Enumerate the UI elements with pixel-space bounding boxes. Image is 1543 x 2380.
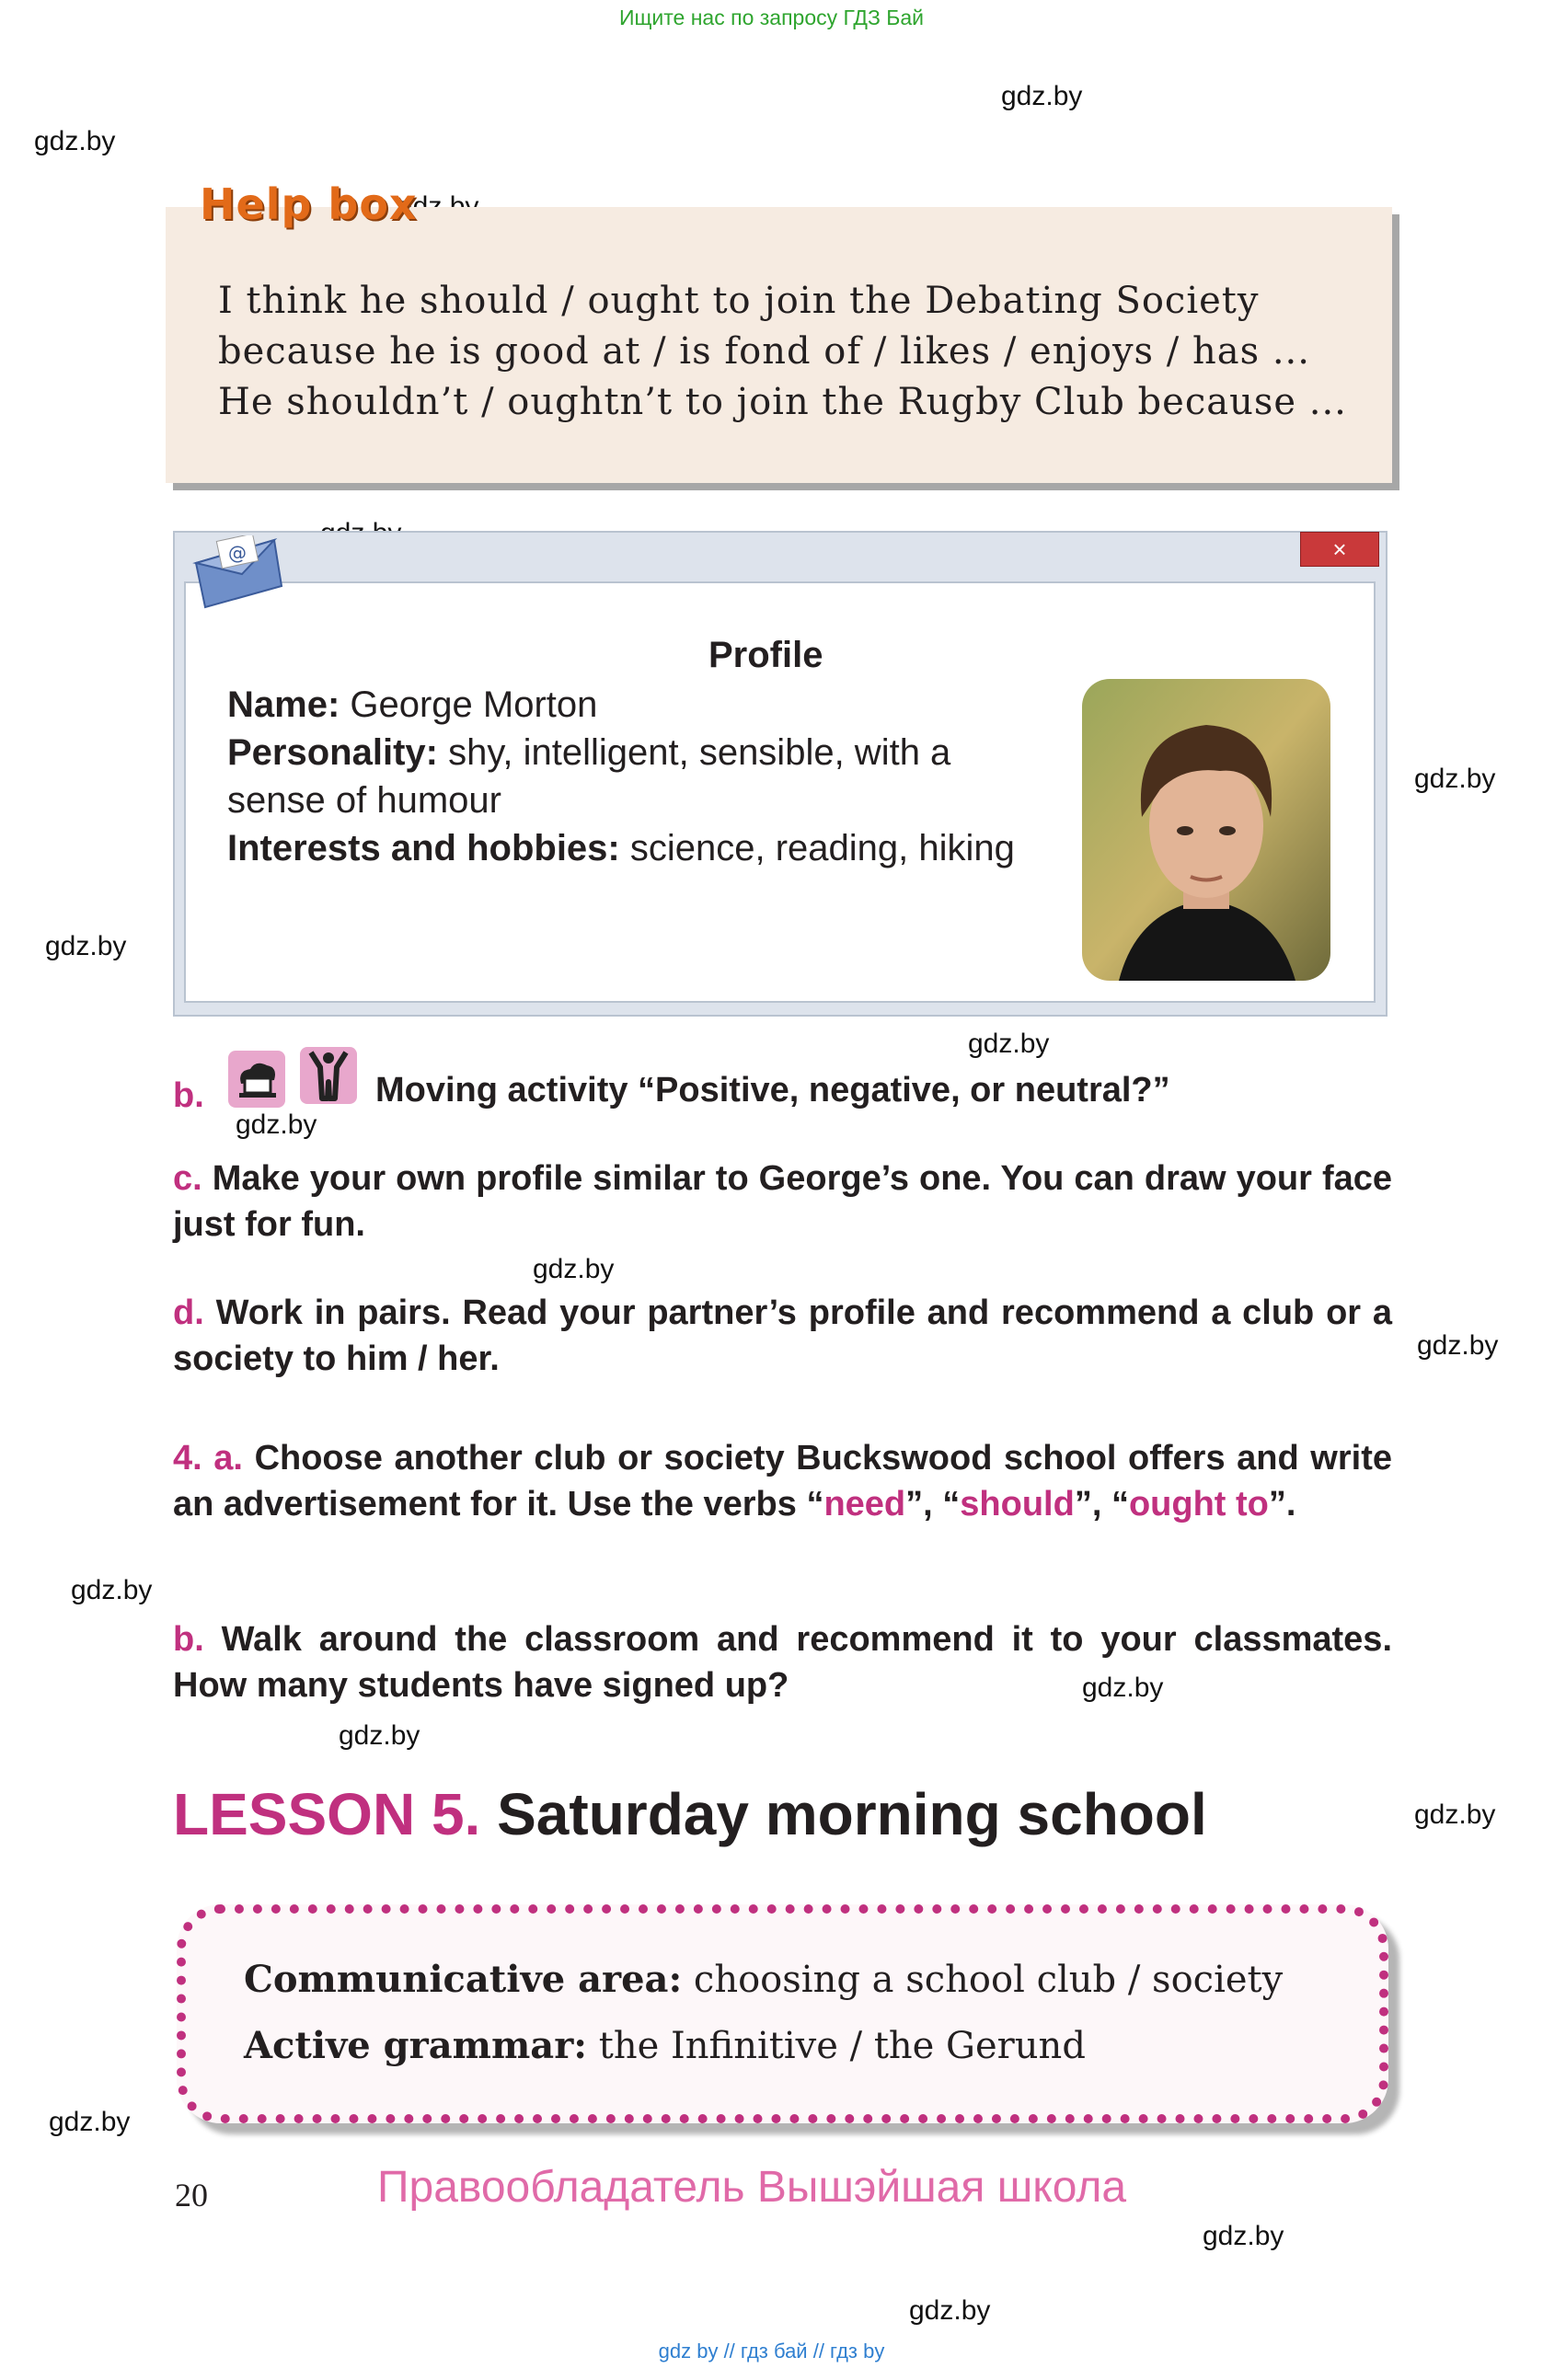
task-b-letter: b. [173,1076,204,1115]
task-d-text: Work in pairs. Read your partner’s profile and recommend a club or a society to him / her. [173,1293,1393,1378]
watermark: gdz.by [71,1575,153,1605]
profile-photo [1082,679,1330,981]
watermark: gdz.by [45,931,127,961]
watermark: gdz.by [236,1110,317,1140]
task-c-text: Make your own profile similar to George’s one. You can draw your face just for fun. [173,1159,1392,1244]
name-label: Name: [227,684,340,725]
name-value: George Morton [340,684,598,725]
task-c-letter: c. [173,1159,202,1198]
help-box-title: Help box [200,179,418,229]
task-4b-text: Walk around the classroom and recommend it to your classmates. How many students have signed up? [173,1620,1392,1705]
help-line: I think he should / ought to join the Debating Society [218,280,1260,322]
verb-ought-to: ought to [1128,1485,1269,1523]
watermark: gdz.by [339,1720,420,1751]
lesson-number: LESSON 5. [173,1781,481,1847]
active-grammar [244,2024,1086,2067]
task-4a-text: Choose another club or society Buckswood school offers and write an advertisement for it. Use the verbs “ [173,1439,1392,1523]
help-line: because he is good at / is fond of / likes / enjoys / has ... [218,330,1310,373]
profile-name [227,681,1037,729]
communicative-area [244,1958,1283,2001]
lesson-title: Saturday morning school [480,1781,1207,1847]
separator: ”, “ [1074,1485,1129,1523]
verb-need: need [823,1485,906,1523]
svg-text:@: @ [228,542,247,564]
grammar-label: Active grammar: [244,2024,588,2067]
page-number: 20 [175,2177,208,2213]
help-line: He shouldn’t / oughtn’t to join the Rugby Club because ... [218,381,1347,423]
help-box-text [218,276,1368,428]
watermark: gdz.by [1414,1799,1496,1830]
task-c [173,1156,1392,1247]
envelope-at-icon [191,535,283,609]
watermark: gdz.by [909,2295,991,2326]
cloud-laptop-icon [228,1051,285,1108]
watermark: gdz.by [1203,2221,1284,2251]
task-d-letter: d. [173,1293,204,1332]
communicative-value: choosing a school club / society [682,1959,1284,2001]
objectives-box [177,1904,1388,2123]
interests-value: science, reading, hiking [619,828,1015,868]
watermark: gdz.by [49,2107,131,2137]
top-banner[interactable]: Ищите нас по запросу ГДЗ Бай [618,6,925,29]
task-4a [173,1435,1392,1527]
bottom-banner[interactable]: gdz by // гдз бай // гдз by [658,2340,885,2363]
watermark: gdz.by [1414,764,1496,794]
task-4b [173,1616,1392,1708]
interests-label: Interests and hobbies: [227,828,620,868]
task-4-number: 4. [173,1439,202,1477]
profile-details [227,681,1037,872]
watermark: gdz.by [34,126,116,156]
profile-personality [227,729,1037,824]
personality-label: Personality: [227,732,438,773]
watermark: gdz.by [533,1254,615,1284]
profile-interests [227,824,1037,872]
watermark: gdz.by [1082,1673,1164,1703]
watermark: gdz.by [1417,1330,1499,1361]
close-button[interactable]: × [1300,532,1379,567]
task-b-text: Moving activity “Positive, negative, or neutral?” [375,1071,1170,1110]
closing-quote: ”. [1268,1485,1296,1523]
task-d [173,1290,1392,1382]
profile-title: Profile [708,635,823,675]
task-4b-letter: b. [173,1620,204,1659]
watermark: gdz.by [968,1029,1050,1059]
watermark: gdz.by [1001,81,1083,111]
grammar-value: the Infinitive / the Gerund [587,2025,1086,2067]
copyright-holder: Правообладатель Вышэйшая школа [377,2163,1127,2212]
separator: ”, “ [905,1485,961,1523]
lesson-heading [173,1780,1207,1848]
communicative-label: Communicative area: [244,1958,683,2001]
task-4a-letter: a. [213,1439,243,1477]
person-arms-up-icon [300,1047,357,1104]
personality-value: shy, intelligent, sensible, with a sense of humour [227,732,951,821]
verb-should: should [960,1485,1075,1523]
